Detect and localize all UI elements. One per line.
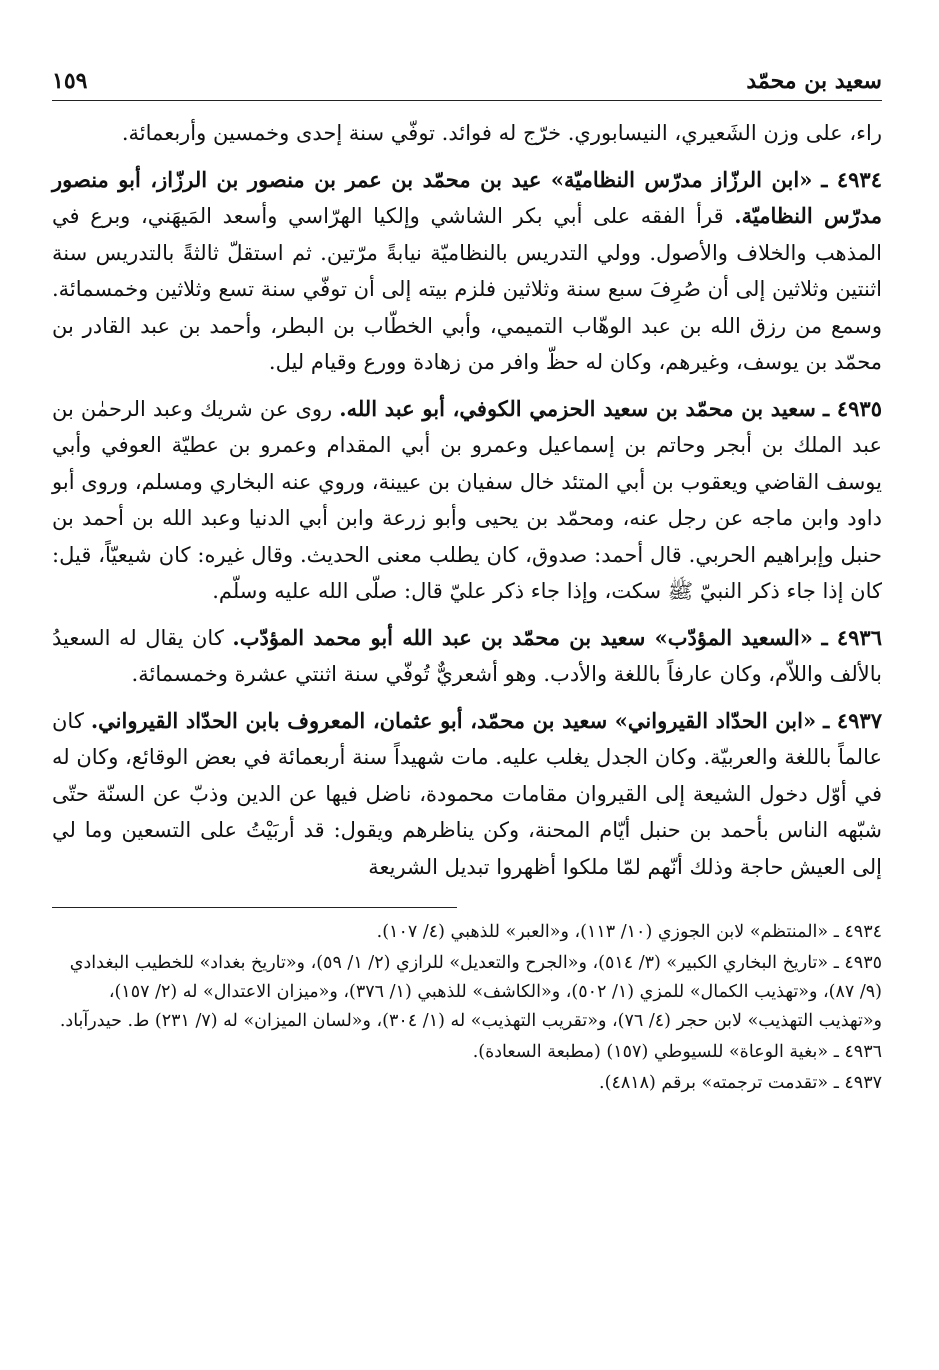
- entry-text: روى عن شريك وعبد الرحمٰن بن عبد الملك بن أبجر وحاتم بن إسماعيل وعمرو بن أبي المقدام وعمرو بن عطيّة العوفي وأبي يوسف القاضي ويعقوب بن أبي المتئد خال سفيان بن عيينة، وروي عنه البخاري ومسلم، وروى أبو داود وابن ماجه عن رجل عنه، ومحمّد بن يحيى وأبو زرعة وابن أبي الدنيا وعبد الله بن أحمد بن حنبل وإبراهيم الحربي. قال أحمد: صدوق، كان يطلب معنى الحديث. وقال غيره: كان شيعيّاً، قيل: كان إذا جاء ذكر النبيّ ﷺ سكت، وإذا جاء ذكر عليّ قال: صلّى الله عليه وسلّم.: [52, 396, 882, 603]
- page-number: ١٥٩: [52, 68, 88, 94]
- footnote-text: «بغية الوعاة» للسيوطي (١٥٧) (مطبعة السعادة).: [472, 1042, 829, 1062]
- footnote-number: ٤٩٣٥ ـ: [833, 953, 882, 973]
- entry-heading: «السعيد المؤدّب» سعيد بن محمّد بن عبد الله أبو محمد المؤدّب.: [232, 624, 813, 650]
- footnote-text: «المنتظم» لابن الجوزي (١٠/ ١١٣)، و«العبر» للذهبي (٤/ ١٠٧).: [376, 922, 829, 942]
- entry-4935: [52, 391, 882, 610]
- main-text: [52, 115, 882, 885]
- footnotes: [52, 918, 882, 1098]
- entry-text: كان عالماً باللغة والعربيّة. وكان الجدل يغلب عليه. مات شهيداً سنة أربعمائة في بعض الوقائع، وكان له في أوّل دخول الشيعة إلى القيروان مقامات محمودة، ناضل فيها عن الدين وذبّ عن السنّة حتّى شبّهه الناس بأحمد بن حنبل أيّام المحنة، وكن يناظرهم ويقول: قد أربَيْتُ على التسعين وما لي إلى العيش حاجة وذلك أنّهم لمّا ملكوا أظهروا تبديل الشريعة: [52, 708, 882, 879]
- entry-number: ٤٩٣٧ ـ: [823, 707, 882, 733]
- entry-text: كان يقال له السعيدُ بالألف واللاّم، وكان عارفاً باللغة والأدب. وهو أشعريٌّ تُوفّي سنة اثنتي عشرة وخمسمائة.: [52, 625, 882, 686]
- entry-number: ٤٩٣٦ ـ: [821, 624, 882, 650]
- entry-4937: [52, 703, 882, 886]
- running-title: سعيد بن محمّد: [746, 68, 882, 94]
- footnote-text: «تقدمت ترجمته» برقم (٤٨١٨).: [599, 1073, 829, 1093]
- book-page: [52, 50, 882, 1340]
- footnote-text: «تاريخ البخاري الكبير» (٣/ ٥١٤)، و«الجرح والتعديل» للرازي (٢/ ١/ ٥٩)، و«تاريخ بغداد» للخطيب البغدادي (٩/ ٨٧)، و«تهذيب الكمال» للمزي (١/ ٥٠٢)، و«الكاشف» للذهبي (١/ ٣٧٦)، و«ميزان الاعتدال» له (٢/ ١٥٧)، و«تهذيب التهذيب» لابن حجر (٤/ ٧٦)، و«تقريب التهذيب» له (١/ ٣٠٤)، و«لسان الميزان» له (٧/ ٢٣١) ط. حيدرآباد.: [59, 953, 882, 1031]
- footnote-number: ٤٩٣٧ ـ: [833, 1073, 882, 1093]
- footnote-number: ٤٩٣٤ ـ: [833, 922, 882, 942]
- entry-heading: «ابن الرزّاز مدرّس النظاميّة» عيد بن محمّد بن عمر بن منصور بن الرزّاز، أبو منصور مدرّس النظاميّة.: [52, 166, 882, 228]
- entry-4934: [52, 162, 882, 381]
- entry-heading: سعيد بن محمّد بن سعيد الحزمي الكوفي، أبو عبد الله.: [339, 395, 816, 421]
- footnote-4936: [52, 1038, 882, 1067]
- entry-number: ٤٩٣٥ ـ: [822, 395, 882, 421]
- footnote-4934: [52, 918, 882, 947]
- continuation-paragraph: راء، على وزن الشَعيري، النيسابوري. خرّج له فوائد. توفّي سنة إحدى وخمسين وأربعمائة.: [121, 121, 882, 145]
- entry-heading: «ابن الحدّاد القيرواني» سعيد بن محمّد، أبو عثمان، المعروف بابن الحدّاد القيرواني.: [90, 707, 817, 733]
- footnote-4935: [52, 949, 882, 1036]
- entry-number: ٤٩٣٤ ـ: [821, 166, 882, 192]
- running-head: [52, 50, 882, 101]
- footnote-4937: [52, 1069, 882, 1098]
- entry-text: قرأ الفقه على أبي بكر الشاشي وإلكيا الهرّاسي وأسعد المَيهَني، وبرع في المذهب والخلاف والأصول. وولي التدريس بالنظاميّة نيابةً مرّتين. ثم استقلّ ثالثةً بالتدريس سنة اثنتين وثلاثين إلى أن صُرِفَ سبع سنة وثلاثين فلزم بيته إلى أن توفّي سنة تسع وثلاثين وخمسمائة. وسمع من رزق الله بن عبد الوهّاب التميمي، وأبي الخطّاب بن البطر، وأحمد بن عبد القادر بن محمّد بن يوسف، وغيرهم، وكان له حظّ وافر من زهادة وورع وقيام ليل.: [52, 204, 882, 374]
- footnote-number: ٤٩٣٦ ـ: [833, 1042, 882, 1062]
- footnote-divider: [52, 907, 457, 908]
- entry-4936: [52, 620, 882, 693]
